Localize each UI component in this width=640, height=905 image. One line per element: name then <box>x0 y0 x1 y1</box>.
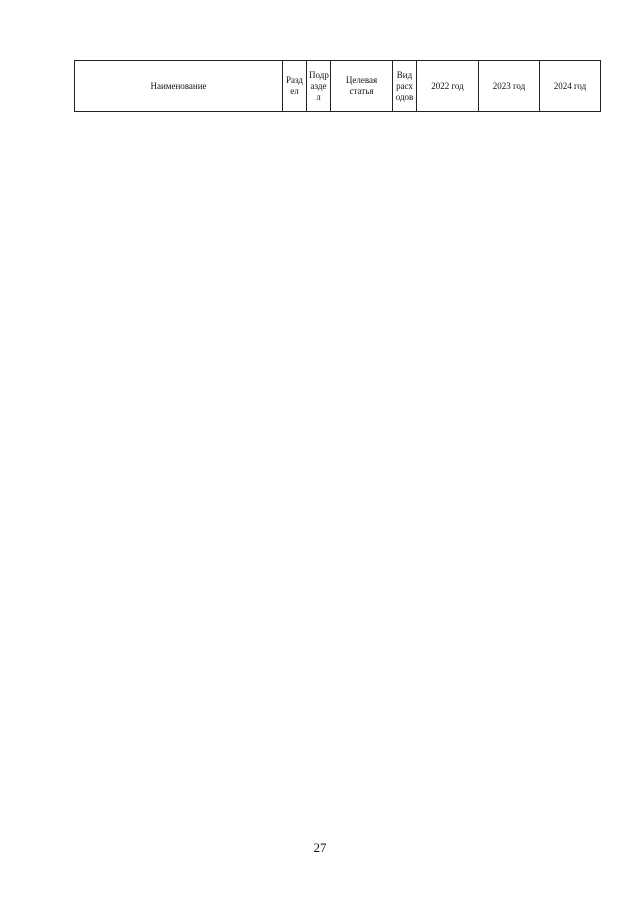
header-2023: 2023 год <box>479 61 540 112</box>
header-name: Наименование <box>75 61 283 112</box>
budget-table <box>74 60 601 112</box>
header-target-article: Целевая статья <box>331 61 393 112</box>
header-subsection: Подр азде л <box>307 61 331 112</box>
header-2024: 2024 год <box>540 61 601 112</box>
header-expense-type: Вид расх одов <box>393 61 417 112</box>
header-section: Разд ел <box>283 61 307 112</box>
header-2022: 2022 год <box>417 61 479 112</box>
page-number: 27 <box>313 840 327 855</box>
table-header-row <box>75 61 601 112</box>
